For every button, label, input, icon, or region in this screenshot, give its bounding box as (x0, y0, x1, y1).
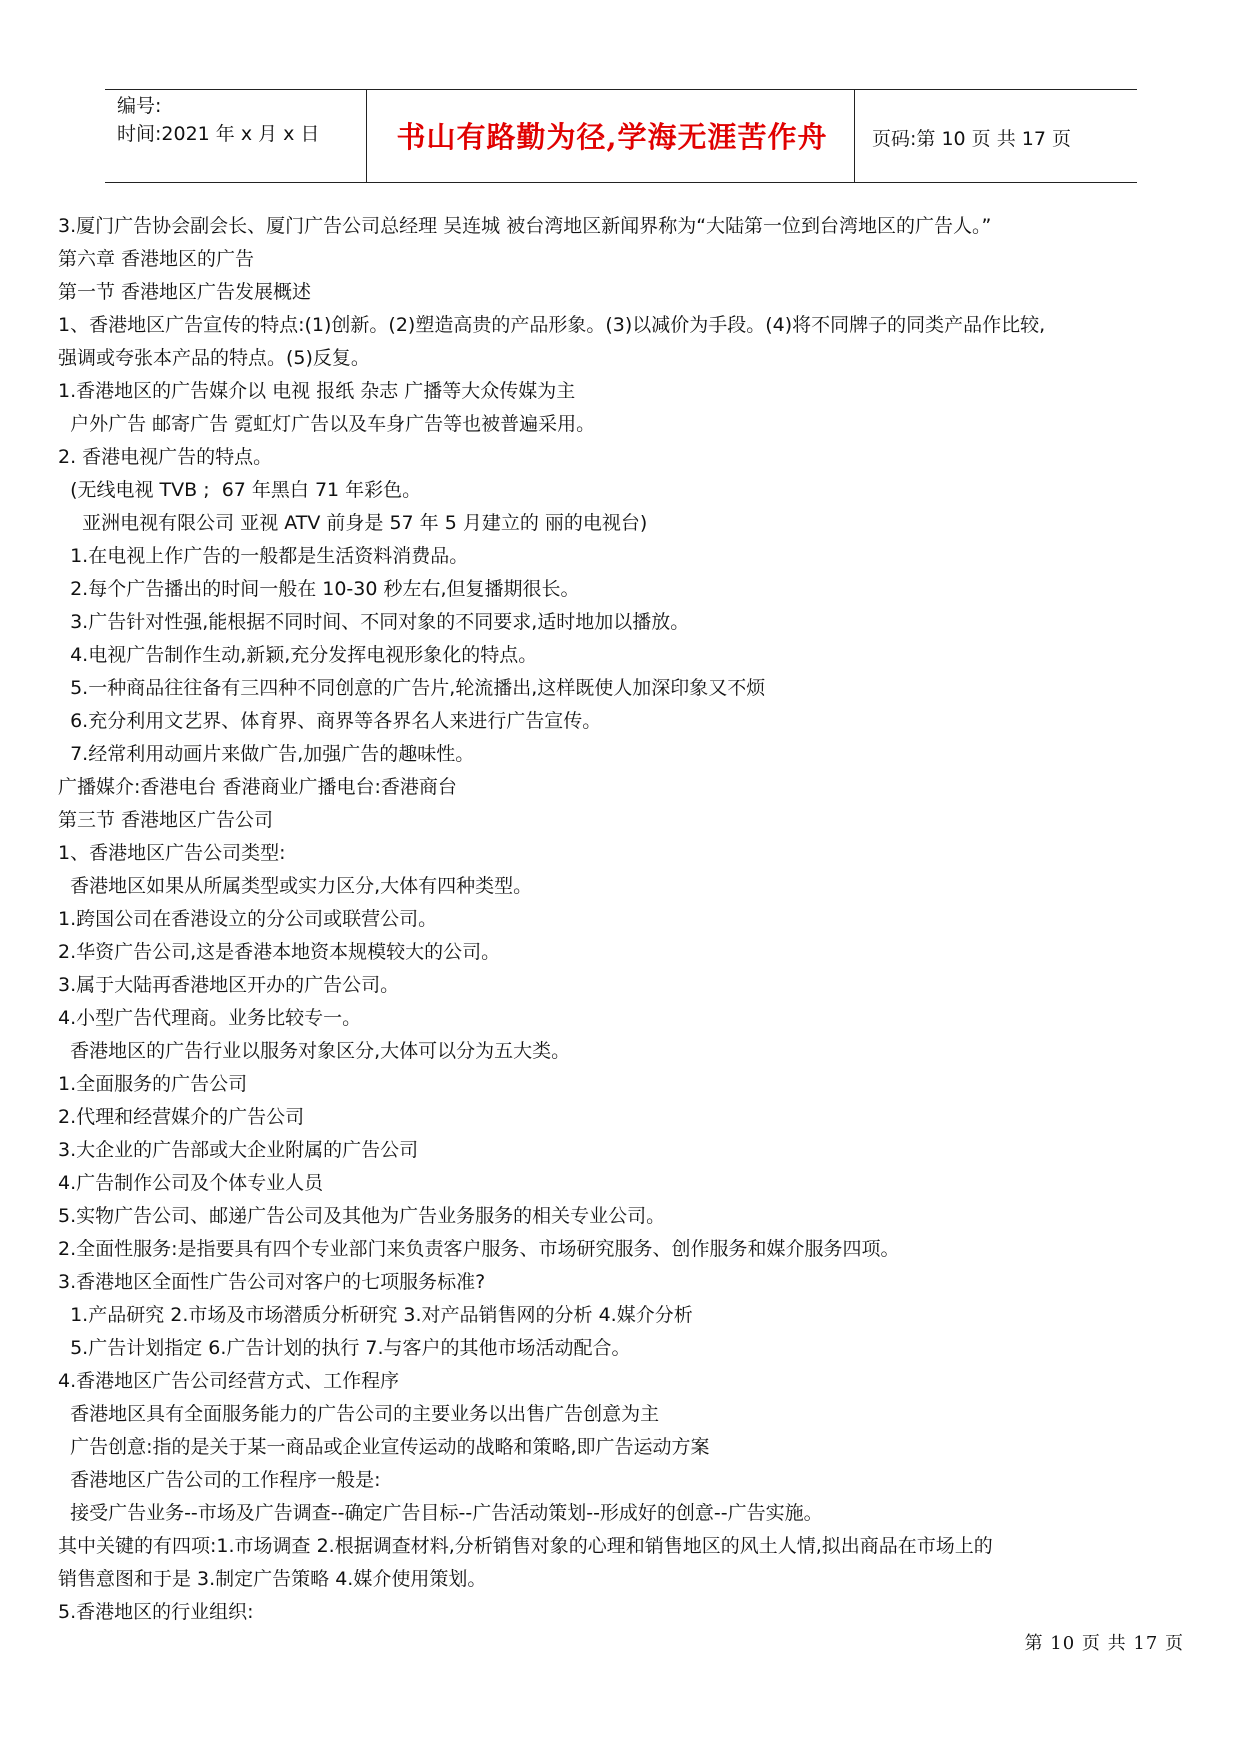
text-line: 5.一种商品往往备有三四种不同创意的广告片,轮流播出,这样既使人加深印象又不烦 (58, 677, 766, 699)
text-line: 销售意图和于是 3.制定广告策略 4.媒介使用策划。 (58, 1568, 487, 1590)
header-bottom-rule (105, 182, 1137, 183)
text-line: 第六章 香港地区的广告 (58, 248, 255, 270)
text-line: 3.大企业的广告部或大企业附属的广告公司 (58, 1139, 419, 1161)
text-line: 第一节 香港地区广告发展概述 (58, 281, 312, 303)
text-line: 户外广告 邮寄广告 霓虹灯广告以及车身广告等也被普遍采用。 (58, 413, 596, 435)
text-line: 2.代理和经营媒介的广告公司 (58, 1106, 305, 1128)
text-line: 亚洲电视有限公司 亚视 ATV 前身是 57 年 5 月建立的 丽的电视台) (58, 512, 648, 534)
header-info (117, 92, 319, 148)
text-line: 香港地区的广告行业以服务对象区分,大体可以分为五大类。 (58, 1040, 571, 1062)
text-line: 3.广告针对性强,能根据不同时间、不同对象的不同要求,适时地加以播放。 (58, 611, 690, 633)
text-line: 3.属于大陆再香港地区开办的广告公司。 (58, 974, 400, 996)
text-line: 广播媒介:香港电台 香港商业广播电台:香港商台 (58, 776, 457, 798)
text-line: 1.香港地区的广告媒介以 电视 报纸 杂志 广播等大众传媒为主 (58, 380, 576, 402)
header-top-rule (105, 89, 1137, 90)
text-line: 强调或夸张本产品的特点。(5)反复。 (58, 347, 370, 369)
text-line: 1.跨国公司在香港设立的分公司或联营公司。 (58, 908, 438, 930)
text-line: 2.华资广告公司,这是香港本地资本规模较大的公司。 (58, 941, 501, 963)
document-number-label: 编号: (117, 95, 162, 117)
document-time-label: 时间:2021 年 x 月 x 日 (117, 123, 320, 145)
text-line: 广告创意:指的是关于某一商品或企业宣传运动的战略和策略,即广告运动方案 (58, 1436, 710, 1458)
text-line: 5.实物广告公司、邮递广告公司及其他为广告业务服务的相关专业公司。 (58, 1205, 666, 1227)
document-body (58, 210, 1188, 1629)
footer-page-number: 第 10 页 共 17 页 (1024, 1633, 1184, 1654)
text-line: 4.广告制作公司及个体专业人员 (58, 1172, 324, 1194)
text-line: 香港地区广告公司的工作程序一般是: (58, 1469, 381, 1491)
text-line: 3.香港地区全面性广告公司对客户的七项服务标准? (58, 1271, 486, 1293)
text-line: (无线电视 TVB ; 67 年黑白 71 年彩色。 (58, 479, 422, 501)
text-line: 4.香港地区广告公司经营方式、工作程序 (58, 1370, 400, 1392)
text-line: 香港地区具有全面服务能力的广告公司的主要业务以出售广告创意为主 (58, 1403, 660, 1425)
text-line: 2. 香港电视广告的特点。 (58, 446, 273, 468)
text-line: 香港地区如果从所属类型或实力区分,大体有四种类型。 (58, 875, 533, 897)
text-line: 2.每个广告播出的时间一般在 10-30 秒左右,但复播期很长。 (58, 578, 580, 600)
text-line: 其中关键的有四项:1.市场调查 2.根据调查材料,分析销售对象的心理和销售地区的风土人情,拟出商品在市场上的 (58, 1535, 993, 1557)
text-line: 1.产品研究 2.市场及市场潜质分析研究 3.对产品销售网的分析 4.媒介分析 (58, 1304, 693, 1326)
text-line: 6.充分利用文艺界、体育界、商界等各界名人来进行广告宣传。 (58, 710, 602, 732)
text-line: 5.广告计划指定 6.广告计划的执行 7.与客户的其他市场活动配合。 (58, 1337, 631, 1359)
text-line: 5.香港地区的行业组织: (58, 1601, 254, 1623)
text-line: 1、香港地区广告宣传的特点:(1)创新。(2)塑造高贵的产品形象。(3)以减价为手段。(4)将不同牌子的同类产品作比较, (58, 314, 1046, 336)
header-page-number: 页码:第 10 页 共 17 页 (872, 128, 1071, 150)
header-divider-left (366, 89, 367, 182)
text-line: 第三节 香港地区广告公司 (58, 809, 274, 831)
text-line: 接受广告业务--市场及广告调查--确定广告目标--广告活动策划--形成好的创意--广告实施。 (58, 1502, 823, 1524)
text-line: 4.小型广告代理商。业务比较专一。 (58, 1007, 362, 1029)
text-line: 1.全面服务的广告公司 (58, 1073, 248, 1095)
text-line: 4.电视广告制作生动,新颖,充分发挥电视形象化的特点。 (58, 644, 538, 666)
text-line: 1、香港地区广告公司类型: (58, 842, 286, 864)
header-motto: 书山有路勤为径,学海无涯苦作舟 (396, 120, 828, 154)
text-line: 2.全面性服务:是指要具有四个专业部门来负责客户服务、市场研究服务、创作服务和媒介服务四项。 (58, 1238, 900, 1260)
header-divider-right (854, 89, 855, 182)
text-line: 3.厦门广告协会副会长、厦门广告公司总经理 吴连城 被台湾地区新闻界称为“大陆第一位到台湾地区的广告人。” (58, 215, 992, 237)
text-line: 7.经常利用动画片来做广告,加强广告的趣味性。 (58, 743, 475, 765)
text-line: 1.在电视上作广告的一般都是生活资料消费品。 (58, 545, 469, 567)
